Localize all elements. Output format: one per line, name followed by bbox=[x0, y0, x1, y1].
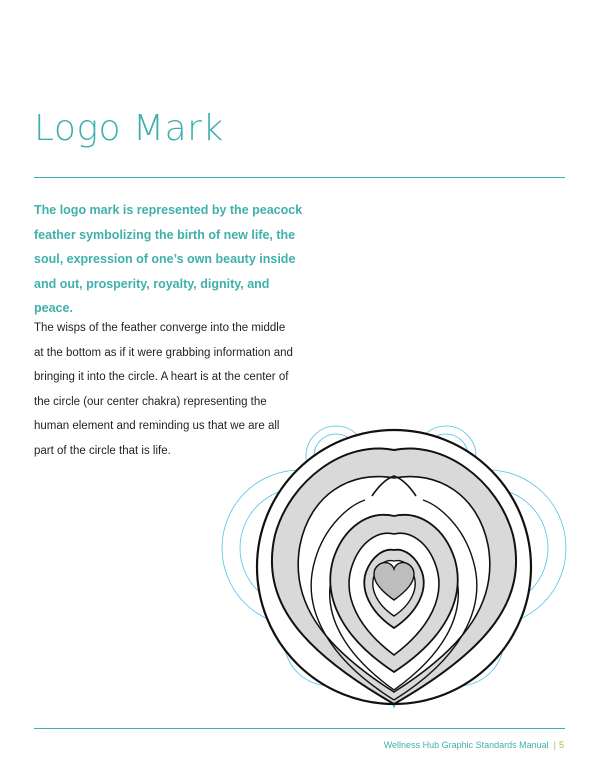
body-paragraph: The wisps of the feather converge into the middle at the bottom as if it were grabbing information and bringing it into the circle. A heart is at the center of the circle (our center chakra) representing the human element and reminding us that we are all part of the circle that is life. bbox=[34, 322, 293, 457]
footer-separator: | bbox=[553, 740, 556, 750]
page-title: Logo Mark bbox=[34, 108, 224, 149]
lead-paragraph: The logo mark is represented by the peacock feather symbolizing the birth of new life, the soul, expression of one’s own beauty inside and out, prosperity, royalty, dignity, and peace. bbox=[34, 203, 303, 315]
top-divider bbox=[34, 177, 565, 178]
peacock-feather-logo-icon bbox=[214, 425, 576, 711]
footer-manual-title: Wellness Hub Graphic Standards Manual bbox=[383, 740, 549, 750]
bottom-divider bbox=[34, 728, 565, 729]
page-number: 5 bbox=[558, 740, 564, 750]
footer bbox=[384, 740, 564, 750]
